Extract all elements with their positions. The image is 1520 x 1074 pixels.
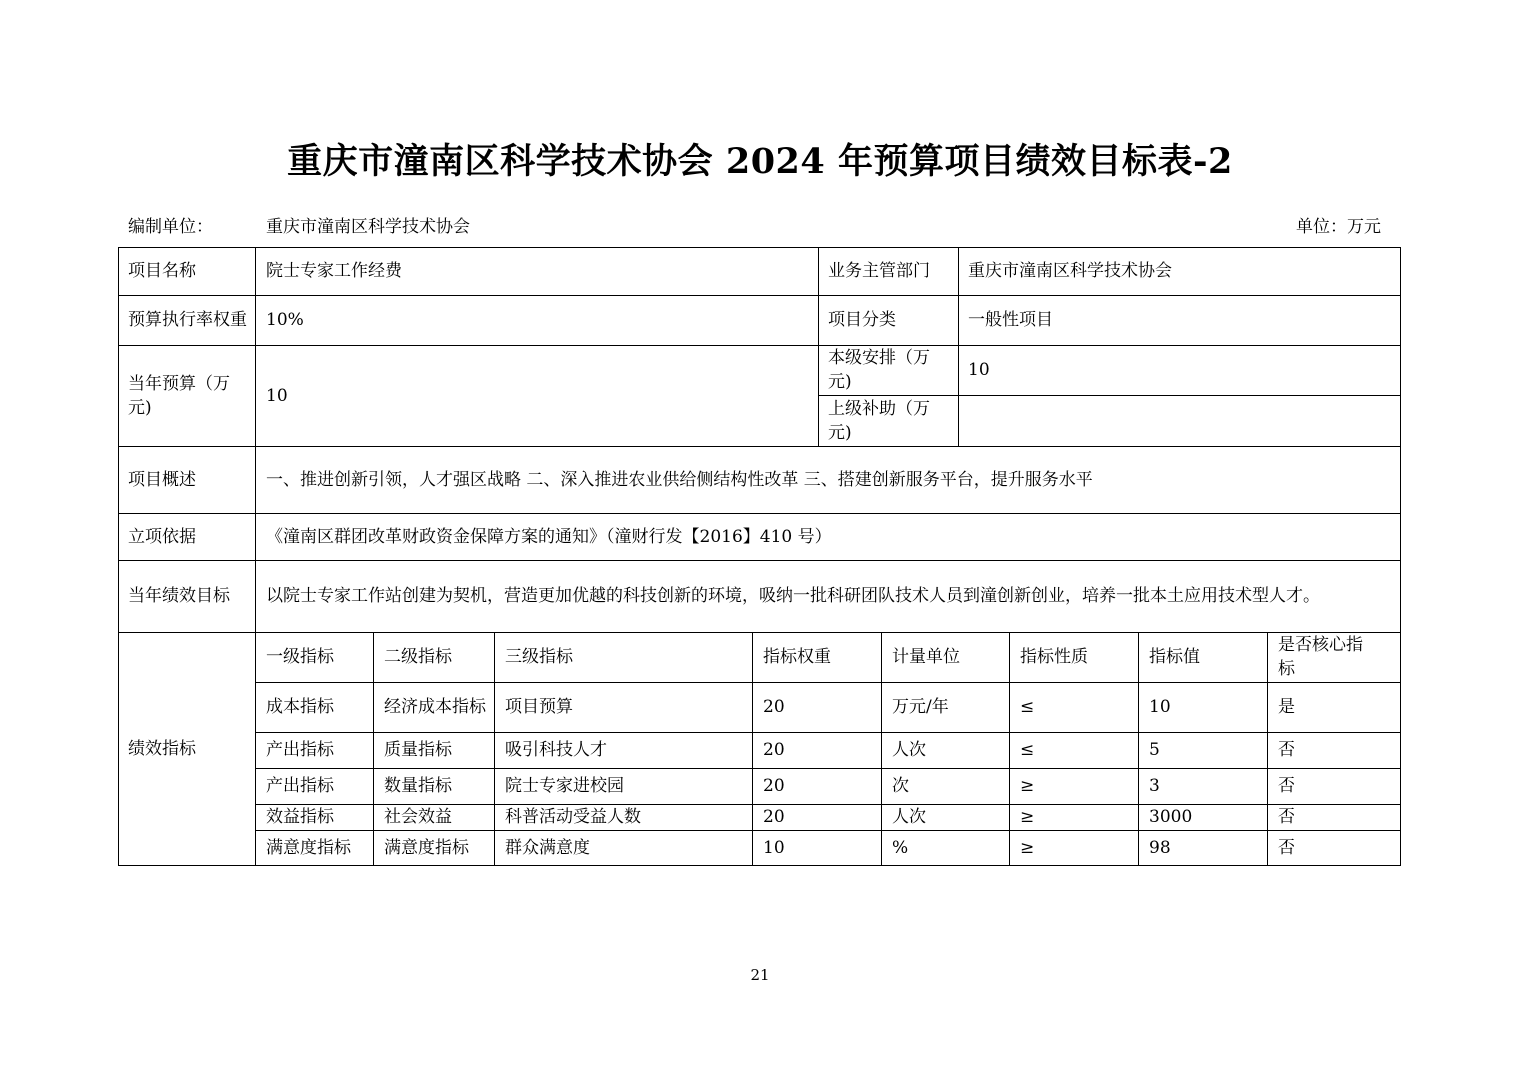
goal-value: 以院士专家工作站创建为契机，营造更加优越的科技创新的环境，吸纳一批科研团队技术人员到潼创新创业，培养一批本土应用技术型人才。 xyxy=(266,586,1320,606)
page-number: 21 xyxy=(750,966,770,984)
overview-label: 项目概述 xyxy=(128,469,196,490)
dept-value: 重庆市潼南区科学技术协会 xyxy=(968,261,1172,281)
indicator-cell: 人次 xyxy=(892,740,926,760)
column-divider xyxy=(1138,632,1139,866)
page-title: 重庆市潼南区科学技术协会 2024 年预算项目绩效目标表-2 xyxy=(287,141,1233,182)
basis-value: 《潼南区群团改革财政资金保障方案的通知》（潼财行发【2016】410 号） xyxy=(266,526,832,547)
indicator-cell: 项目预算 xyxy=(505,697,573,717)
local-budget-value: 10 xyxy=(968,360,990,380)
goal-label: 当年绩效目标 xyxy=(128,586,230,606)
indicator-cell: 10 xyxy=(1149,697,1171,717)
category-value: 一般性项目 xyxy=(968,310,1053,330)
indicator-cell: 20 xyxy=(763,697,785,717)
indicator-cell: 产出指标 xyxy=(266,740,334,760)
indicator-header: 指标值 xyxy=(1149,647,1200,667)
indicators-label: 绩效指标 xyxy=(128,739,196,759)
indicator-cell: 群众满意度 xyxy=(505,838,590,858)
indicator-cell: 否 xyxy=(1278,807,1295,827)
indicator-header: 二级指标 xyxy=(384,647,452,667)
indicator-header: 是否核心指标 xyxy=(1278,635,1363,679)
indicator-cell: 是 xyxy=(1278,697,1295,717)
indicator-header: 指标权重 xyxy=(763,647,831,667)
indicator-cell: 次 xyxy=(892,776,909,796)
indicator-cell: 否 xyxy=(1278,740,1295,760)
column-divider xyxy=(752,632,753,866)
indicator-cell: 满意度指标 xyxy=(384,838,469,858)
indicator-cell: 20 xyxy=(763,740,785,760)
indicator-cell: 否 xyxy=(1278,776,1295,796)
indicator-cell: 98 xyxy=(1149,838,1171,858)
indicator-cell: 社会效益 xyxy=(384,807,452,827)
local-budget-label: 本级安排（万元) xyxy=(828,348,930,392)
indicator-cell: 10 xyxy=(763,838,785,858)
indicator-cell: 满意度指标 xyxy=(266,838,351,858)
budget-value: 10 xyxy=(266,385,288,406)
indicator-cell: 数量指标 xyxy=(384,776,452,796)
indicator-cell: 院士专家进校园 xyxy=(505,776,624,796)
basis-label: 立项依据 xyxy=(128,526,196,547)
indicator-cell: 科普活动受益人数 xyxy=(505,807,641,827)
indicator-header: 一级指标 xyxy=(266,647,334,667)
column-divider xyxy=(958,247,959,446)
category-label: 项目分类 xyxy=(828,310,896,330)
column-divider xyxy=(881,632,882,866)
upper-budget-label: 上级补助（万元) xyxy=(828,398,930,443)
indicator-cell: 20 xyxy=(763,807,785,827)
indicator-cell: 人次 xyxy=(892,807,926,827)
overview-value: 一、推进创新引领，人才强区战略 二、深入推进农业供给侧结构性改革 三、搭建创新服务平台，提升服务水平 xyxy=(266,469,1093,490)
indicator-cell: 否 xyxy=(1278,838,1295,858)
indicator-header: 指标性质 xyxy=(1020,647,1088,667)
org-label: 编制单位： xyxy=(128,217,213,237)
exec-rate-value: 10% xyxy=(266,310,304,330)
indicator-cell: 万元/年 xyxy=(892,697,949,717)
indicator-cell: 3 xyxy=(1149,776,1160,796)
budget-label: 当年预算（万元) xyxy=(128,373,230,418)
indicator-cell: 质量指标 xyxy=(384,740,452,760)
indicator-cell: 3000 xyxy=(1149,807,1193,827)
indicator-cell: 经济成本指标 xyxy=(384,697,486,717)
indicator-cell: % xyxy=(892,838,909,858)
column-divider xyxy=(255,247,256,866)
indicator-cell: 5 xyxy=(1149,740,1160,760)
indicator-cell: 效益指标 xyxy=(266,807,334,827)
exec-rate-label: 预算执行率权重 xyxy=(128,309,247,330)
column-divider xyxy=(373,632,374,866)
indicator-cell: ≥ xyxy=(1020,838,1035,858)
indicator-cell: ≥ xyxy=(1020,807,1035,827)
column-divider xyxy=(494,632,495,866)
indicator-cell: 20 xyxy=(763,776,785,796)
unit-label: 单位：万元 xyxy=(1296,217,1381,237)
indicator-cell: 产出指标 xyxy=(266,776,334,796)
column-divider xyxy=(1267,632,1268,866)
project-name-label: 项目名称 xyxy=(128,261,196,281)
indicator-header: 计量单位 xyxy=(892,647,960,667)
indicator-cell: 成本指标 xyxy=(266,697,334,717)
dept-label: 业务主管部门 xyxy=(828,261,930,281)
indicator-cell: ≥ xyxy=(1020,776,1035,796)
org-value: 重庆市潼南区科学技术协会 xyxy=(266,217,470,237)
column-divider xyxy=(1009,632,1010,866)
project-name-value: 院士专家工作经费 xyxy=(266,261,402,281)
upper-budget-value xyxy=(968,395,1396,446)
indicator-cell: ≤ xyxy=(1020,740,1035,760)
column-divider xyxy=(818,247,819,446)
indicator-cell: 吸引科技人才 xyxy=(505,740,607,760)
indicator-header: 三级指标 xyxy=(505,647,573,667)
indicator-cell: ≤ xyxy=(1020,697,1035,717)
